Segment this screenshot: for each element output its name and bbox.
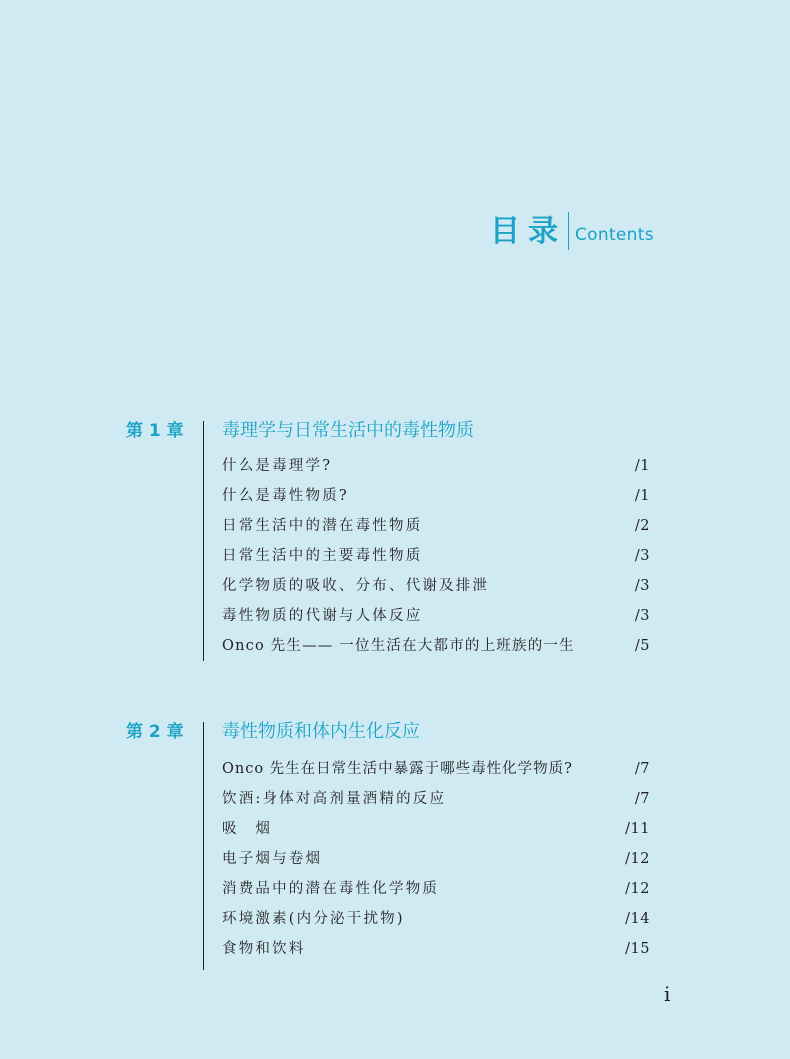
- entry-page: /11: [625, 821, 650, 837]
- toc-entry[interactable]: [222, 937, 650, 961]
- entry-title: 食物和饮料: [222, 941, 306, 957]
- entry-title: 电子烟与卷烟: [222, 851, 323, 867]
- entry-page: /3: [634, 578, 650, 594]
- toc-heading: [490, 212, 654, 252]
- entry-title: 毒性物质的代谢与人体反应: [222, 608, 423, 624]
- entry-page: /7: [634, 761, 650, 777]
- toc-entry[interactable]: [222, 907, 650, 931]
- chapter-title: 毒理学与日常生活中的毒性物质: [222, 420, 474, 441]
- entry-title: 饮酒:身体对高剂量酒精的反应: [222, 791, 447, 807]
- toc-entry[interactable]: [222, 574, 650, 598]
- chapter-label: 第 1 章: [126, 421, 184, 441]
- toc-entry[interactable]: [222, 484, 650, 508]
- entry-title: 化学物质的吸收、分布、代谢及排泄: [222, 578, 490, 594]
- entry-page: /1: [634, 458, 650, 474]
- entry-title: 消费品中的潜在毒性化学物质: [222, 881, 440, 897]
- toc-entry[interactable]: [222, 544, 650, 568]
- entry-title: 吸 烟: [222, 821, 273, 837]
- chapter-divider: [203, 421, 204, 661]
- entry-page: /15: [625, 941, 650, 957]
- entry-title: 什么是毒性物质?: [222, 488, 349, 504]
- entry-title: 什么是毒理学?: [222, 458, 333, 474]
- chapter-divider: [203, 722, 204, 970]
- entry-page: /3: [634, 548, 650, 564]
- toc-entry[interactable]: [222, 787, 650, 811]
- entry-page: /14: [625, 911, 650, 927]
- toc-heading-divider: [568, 212, 569, 250]
- entry-title: 日常生活中的潜在毒性物质: [222, 518, 423, 534]
- toc-entry[interactable]: [222, 514, 650, 538]
- toc-entry[interactable]: [222, 634, 650, 658]
- entry-page: /12: [625, 851, 650, 867]
- entry-title: Onco 先生在日常生活中暴露于哪些毒性化学物质?: [222, 761, 573, 777]
- entry-title: 环境激素(内分泌干扰物): [222, 911, 405, 927]
- entry-title: Onco 先生—— 一位生活在大都市的上班族的一生: [222, 638, 575, 654]
- entry-page: /12: [625, 881, 650, 897]
- chapter-title: 毒性物质和体内生化反应: [222, 721, 420, 742]
- toc-entry[interactable]: [222, 817, 650, 841]
- toc-entry[interactable]: [222, 877, 650, 901]
- toc-entry[interactable]: [222, 847, 650, 871]
- page-number: i: [664, 982, 671, 1006]
- toc-entry[interactable]: [222, 454, 650, 478]
- toc-entry[interactable]: [222, 757, 650, 781]
- entry-page: /2: [634, 518, 650, 534]
- entry-page: /1: [634, 488, 650, 504]
- entry-title: 日常生活中的主要毒性物质: [222, 548, 423, 564]
- entry-page: /3: [634, 608, 650, 624]
- toc-heading-cn: 目录: [490, 214, 566, 249]
- entry-page: /7: [634, 791, 650, 807]
- toc-entry[interactable]: [222, 604, 650, 628]
- toc-heading-en: Contents: [575, 225, 654, 245]
- chapter-label: 第 2 章: [126, 722, 184, 742]
- entry-page: /5: [634, 638, 650, 654]
